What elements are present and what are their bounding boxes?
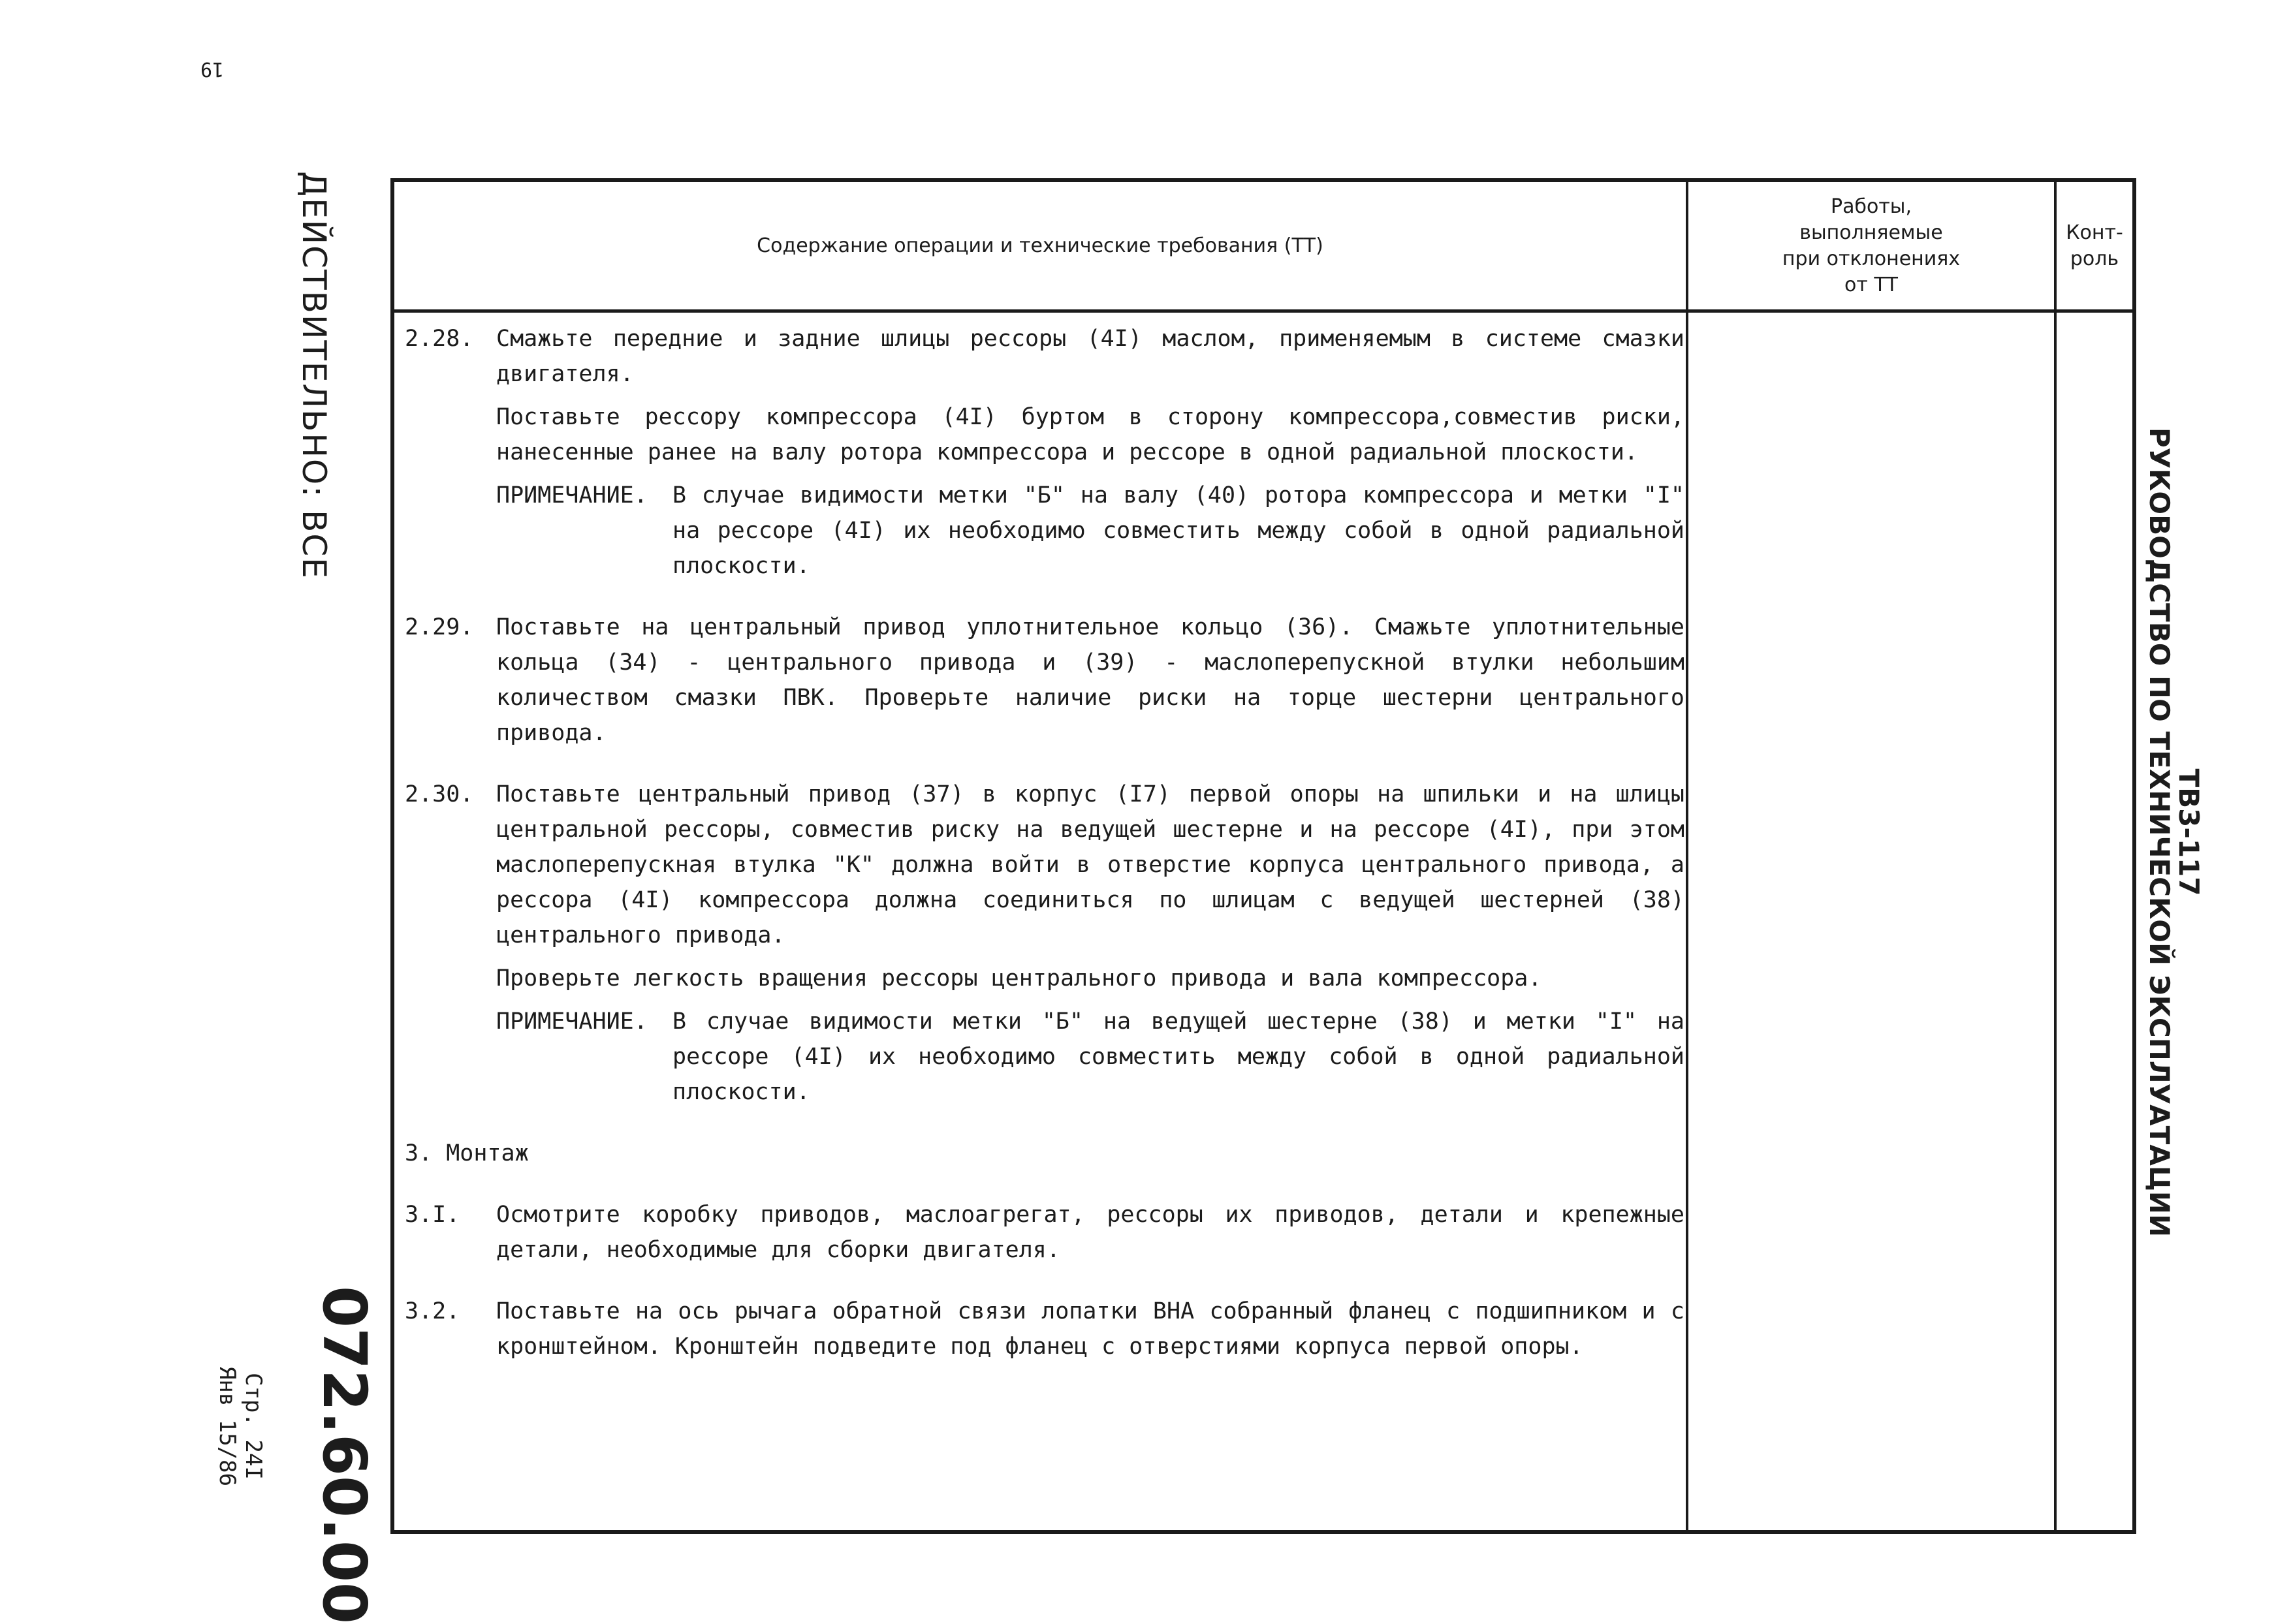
item-2-30 [405,777,1684,953]
item-number: 3.2. [405,1298,460,1324]
validity-label: ДЕЙСТВИТЕЛЬНО: ВСЕ [295,171,333,580]
item-text: Смажьте передние и задние шлицы рессоры (4I) маслом, применяемым в системе смазки двигателя. [496,326,1684,387]
item-3-2 [405,1294,1684,1364]
note-text: В случае видимости метки "Б" на ведущей шестерне (38) и метки "I" на рессоре (4I) их необходимо совместить между собой в одной радиальной плоскости. [672,1008,1684,1105]
document-number: 072.60.00 [309,1286,379,1624]
item-number: 3.I. [405,1202,460,1228]
header-control-line: Конт- [2066,221,2123,244]
item-text: Осмотрите коробку приводов, маслоагрегат, рессоры их приводов, детали и крепежные детали, необходимые для сборки двигателя. [496,1202,1684,1263]
manual-title: РУКОВОДСТВО ПО ТЕХНИЧЕСКОЙ ЭКСПЛУАТАЦИИ [2143,427,2175,1238]
header-work-line: Работы, [1830,195,1912,218]
header-divider [394,309,2132,313]
page-reference: Стр. 24I [240,1373,266,1480]
header-content [394,182,1686,309]
note-label: ПРИМЕЧАНИЕ. [496,1008,648,1035]
item-3-1 [405,1197,1684,1268]
manual-model: ТВ3-117 [2173,768,2205,896]
header-control [2057,182,2132,309]
item-2-29 [405,610,1684,751]
manual-heading [2145,424,2204,1240]
item-paragraph: Поставьте рессору компрессора (4I) буртом в сторону компрессора,совместив риски, нанесенные ранее на валу ротора компрессора и рессоре в одной радиальной плоскости. [496,404,1684,465]
item-paragraph: Проверьте легкость вращения рессоры центрального привода и вала компрессора. [496,965,1542,992]
header-work-line: выполняемые [1799,221,1943,244]
header-work-line: при отклонениях [1782,247,1961,270]
header-work [1688,182,2054,309]
item-text: Поставьте центральный привод (37) в корпус (I7) первой опоры на шпильки и на шлицы центральной рессоры, совместив риску на ведущей шестерне и на рессоре (4I), при этом маслоперепускная втулка "К" должна войти в отверстие корпуса центрального привода, а рессора (4I) компрессора должна соединиться по шлицам с ведущей шестерней (38) центрального привода. [496,781,1684,948]
header-control-line: роль [2070,247,2119,270]
section-title: 3. Монтаж [405,1140,529,1166]
item-number: 2.29. [405,614,474,640]
item-text: Поставьте на ось рычага обратной связи лопатки ВНА собранный фланец с подшипником и с кронштейном. Кронштейн подведите под фланец с отверстиями корпуса первой опоры. [496,1298,1684,1360]
column-divider [2054,182,2057,1530]
operations-body [405,321,1684,1364]
revision-date: Янв 15/86 [214,1366,240,1487]
item-text: Поставьте на центральный привод уплотнительное кольцо (36). Смажьте уплотнительные кольца (34) - центрального привода и (39) - маслоперепускной втулки небольшим количеством смазки ПВК. Проверьте наличие риски на торце шестерни центрального привода. [496,614,1684,746]
item-number: 2.28. [405,326,474,352]
note [496,1004,1684,1110]
header-content-label: Содержание операции и технические требования (ТТ) [757,234,1323,257]
item-number: 2.30. [405,781,474,807]
column-divider [1686,182,1688,1530]
page-number-mark: 19 [200,57,225,80]
note-label: ПРИМЕЧАНИЕ. [496,482,648,508]
header-work-line: от ТТ [1844,273,1899,296]
note-text: В случае видимости метки "Б" на валу (40) ротора компрессора и метки "I" на рессоре (4I) их необходимо совместить между собой в одной радиальной плоскости. [672,482,1684,579]
note [496,478,1684,584]
item-2-28 [405,321,1684,392]
